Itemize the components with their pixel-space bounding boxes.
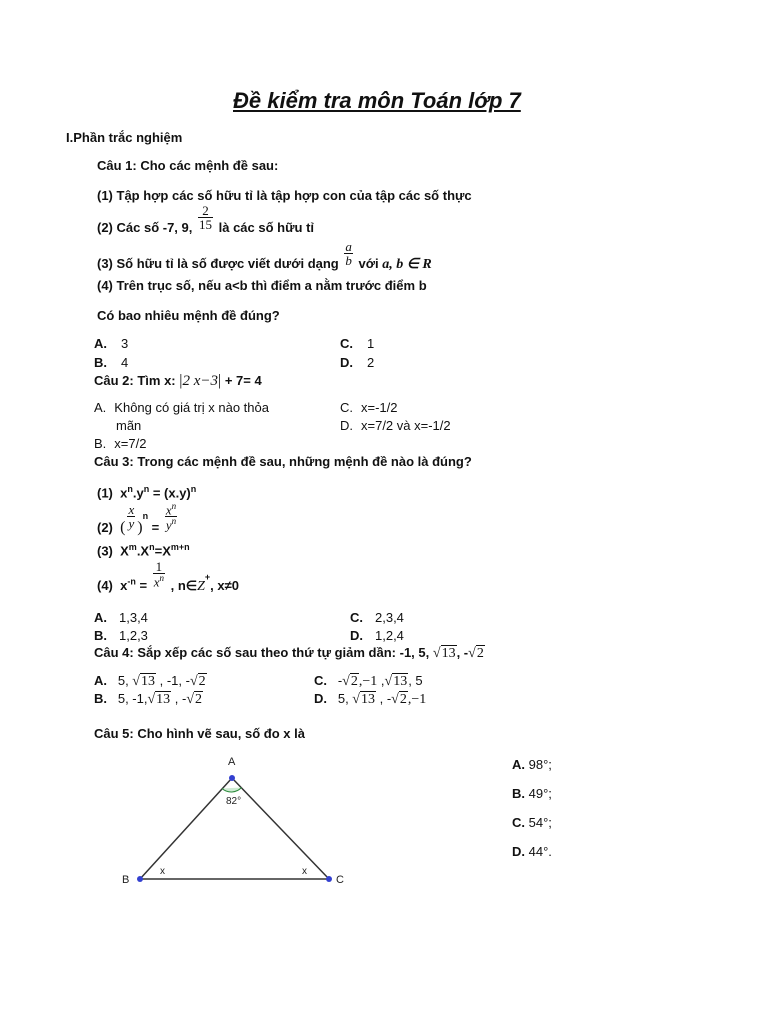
vertex-b-point — [137, 876, 143, 882]
q1-option-a[interactable]: A. 3 — [94, 336, 129, 351]
q5-option-b[interactable]: B. 49°; — [512, 786, 552, 801]
q4-option-d[interactable]: D. 5, √13 , -√2,−1 — [314, 691, 427, 707]
q3-statement-3: (3) $X^m.X^n=X^{m+n}$ — [97, 542, 190, 559]
q3-option-a[interactable]: A. 1,3,4 — [94, 610, 148, 625]
q1-statement-4: (4) Trên trục số, nếu a<b thì điểm a nằm trước điểm b — [97, 278, 427, 293]
q3-label: Câu 3: Trong các mệnh đề sau, những mệnh đề nào là đúng? — [94, 454, 472, 469]
q1-option-d[interactable]: D. 2 — [340, 355, 375, 370]
q1-option-c[interactable]: C. 1 — [340, 336, 375, 351]
angle-c-label: x — [302, 866, 307, 877]
q3-option-d[interactable]: D. 1,2,4 — [350, 628, 404, 643]
q3-statement-1: (1) $x^n.y^n = (x.y)^n$ — [97, 484, 197, 501]
q5-option-a[interactable]: A. 98°; — [512, 757, 552, 772]
vertex-c-label: C — [336, 874, 344, 886]
q1-statement-2: (2) Các số -7, 9, $\frac{2}{15}$ là các số hữu tỉ — [97, 203, 315, 235]
angle-a-arc — [222, 788, 242, 792]
q3-option-c[interactable]: C. 2,3,4 — [350, 610, 404, 625]
q2-option-b[interactable]: B. x=7/2 — [94, 436, 147, 451]
q4-option-c[interactable]: C. -√2,−1 ,√13, 5 — [314, 673, 423, 689]
q4-label: Câu 4: Sắp xếp các số sau theo thứ tự giảm dần: -1, 5, √13, -√2 — [94, 645, 484, 661]
q2-option-d[interactable]: D. x=7/2 và x=-1/2 — [340, 418, 451, 433]
q2-option-c[interactable]: C. x=-1/2 — [340, 400, 398, 415]
q1-statement-3: (3) Số hữu tỉ là số được viết dưới dạng $\frac{a}{b}$ với a, b ∈ R — [97, 239, 432, 272]
angle-b-label: x — [160, 866, 165, 877]
q1-label: Câu 1: Cho các mệnh đề sau: — [97, 158, 279, 173]
vertex-b-label: B — [122, 874, 130, 886]
side-ac — [232, 778, 329, 879]
q3-statement-4: (4) $x^{-n}$ = $\frac{1}{x^n}$ , n∈Z+, x≠0 — [97, 559, 239, 594]
angle-a-label: 82° — [226, 796, 242, 807]
q5-option-d[interactable]: D. 44°. — [512, 844, 552, 859]
q3-option-b[interactable]: B. 1,2,3 — [94, 628, 148, 643]
vertex-c-point — [326, 876, 332, 882]
q5-label: Câu 5: Cho hình vẽ sau, số đo x là — [94, 726, 305, 741]
q4-option-a[interactable]: A. 5, √13 , -1, -√2 — [94, 673, 206, 689]
q1-option-b[interactable]: B. 4 — [94, 355, 129, 370]
q2-label: Câu 2: Tìm x: |2 x−3| + 7= 4 — [94, 372, 262, 389]
q1-statement-1: (1) Tập hợp các số hữu tỉ là tập hợp con của tập các số thực — [97, 188, 472, 203]
q3-statement-2: (2) ( $\frac{x}{y}$ )$^n$ = $\frac{x^n}{y^n}$ — [97, 501, 177, 537]
page-title: Đề kiểm tra môn Toán lớp 7 — [233, 88, 521, 113]
q4-option-b[interactable]: B. 5, -1,√13 , -√2 — [94, 691, 203, 707]
q1-question: Có bao nhiêu mệnh đề đúng? — [97, 308, 280, 323]
q2-option-a[interactable]: A. Không có giá trị x nào thỏa — [94, 400, 269, 415]
q2-option-a-continued: mãn — [116, 418, 142, 433]
side-ab — [140, 778, 232, 879]
triangle-figure — [110, 750, 360, 890]
vertex-a-point — [229, 775, 235, 781]
vertex-a-label: A — [228, 756, 236, 768]
section-heading: I.Phần trắc nghiệm — [66, 130, 183, 145]
q5-option-c[interactable]: C. 54°; — [512, 815, 552, 830]
